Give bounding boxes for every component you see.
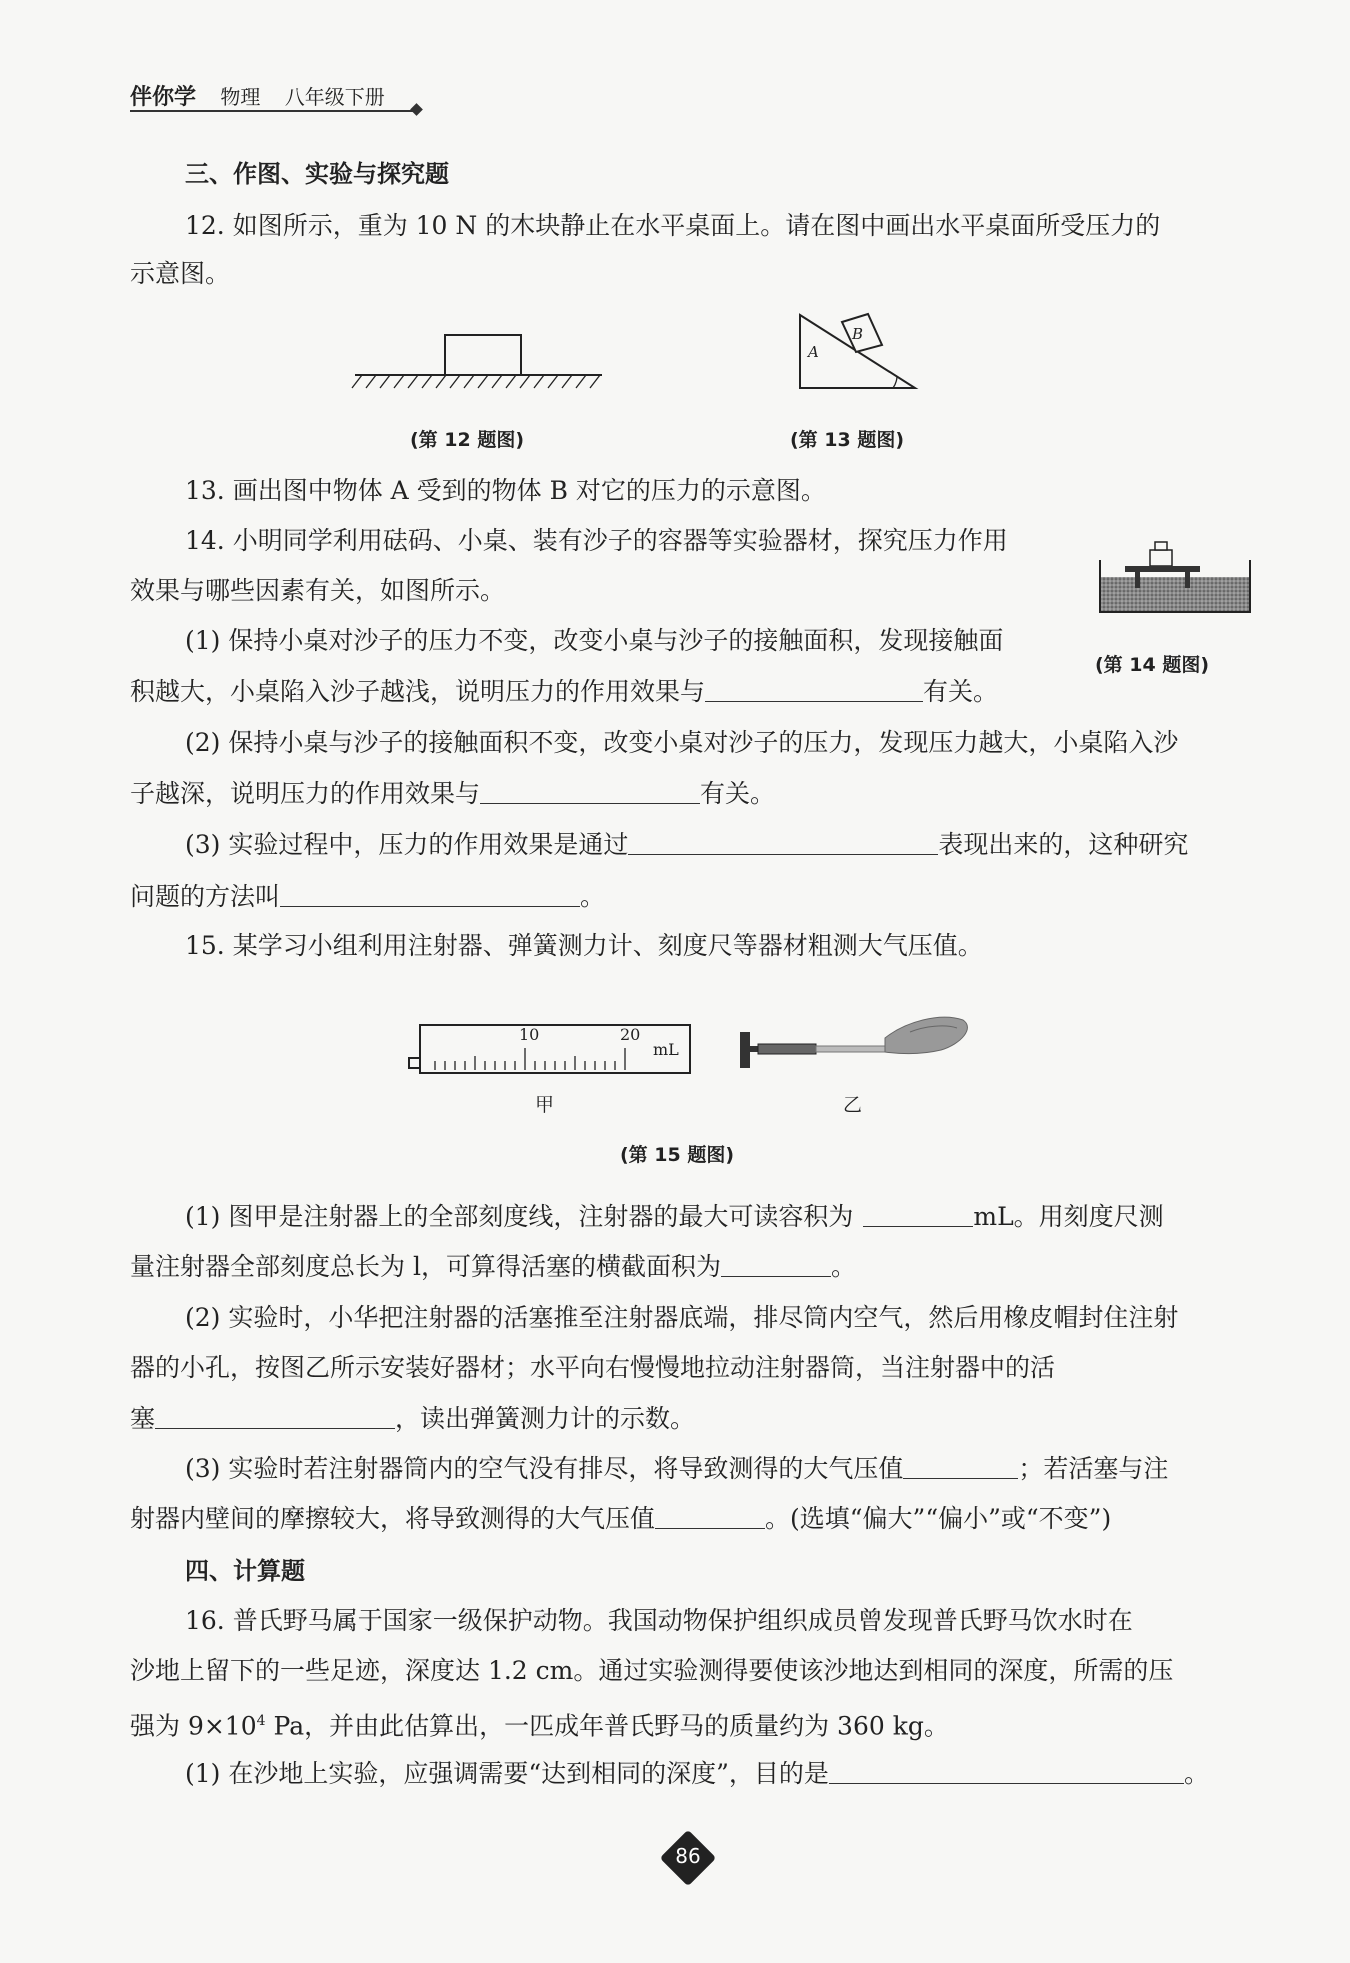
q13-text: 13. 画出图中物体 A 受到的物体 B 对它的压力的示意图。 xyxy=(185,476,826,505)
q14-answer-2-blank[interactable] xyxy=(480,777,700,804)
q15-p3-line-2 xyxy=(130,1502,1111,1535)
q14-p2-line-2-suffix: 有关。 xyxy=(700,779,776,808)
header-rule xyxy=(130,110,415,112)
page-number: 86 xyxy=(675,1844,701,1868)
q14-p3-line-2-prefix: 问题的方法叫 xyxy=(130,882,281,911)
q14-answer-3-blank[interactable] xyxy=(628,828,938,855)
q16-p1-suffix: 。 xyxy=(1183,1759,1209,1788)
q15-p1-line-1-prefix: (1) 图甲是注射器上的全部刻度线，注射器的最大可读容积为 xyxy=(185,1202,854,1231)
q14-p3-line-2-suffix: 。 xyxy=(580,882,606,911)
figure-15-caption: (第 15 题图) xyxy=(620,1144,735,1166)
q14-answer-4-blank[interactable] xyxy=(280,880,580,907)
q15-answer-1-blank[interactable] xyxy=(863,1200,973,1227)
page-number-badge xyxy=(660,1830,716,1886)
q14-p2-line-2-prefix: 子越深，说明压力的作用效果与 xyxy=(130,779,481,808)
q14-p1-line-2 xyxy=(130,675,998,708)
q12-line-1: 12. 如图所示，重为 10 N 的木块静止在水平桌面上。请在图中画出水平桌面所受压力的 xyxy=(185,211,1161,240)
figure-15b-apparatus xyxy=(735,1010,975,1075)
q15-p3-line-1 xyxy=(185,1452,1168,1485)
q16-p1-prefix: (1) 在沙地上实验，应强调需要“达到相同的深度”，目的是 xyxy=(185,1759,829,1788)
section-heading-4: 四、计算题 xyxy=(185,1557,305,1585)
q14-p2-line-1: (2) 保持小桌与沙子的接触面积不变，改变小桌对沙子的压力，发现压力越大，小桌陷入沙 xyxy=(185,728,1179,757)
q15-p1-line-2-prefix: 量注射器全部刻度总长为 l，可算得活塞的横截面积为 xyxy=(130,1252,721,1281)
q14-p2-line-2 xyxy=(130,777,775,810)
q15-p1-line-2 xyxy=(130,1250,856,1283)
q14-p1-line-1: (1) 保持小桌对沙子的压力不变，改变小桌与沙子的接触面积，发现接触面 xyxy=(185,626,1004,655)
subject-label: 物理 xyxy=(220,85,261,109)
figure-13-label-a: A xyxy=(808,343,819,361)
q14-answer-1-blank[interactable] xyxy=(705,675,923,702)
q14-line-2: 效果与哪些因素有关，如图所示。 xyxy=(130,576,506,605)
q15-answer-4-blank[interactable] xyxy=(903,1452,1018,1479)
q14-p1-line-2-suffix: 有关。 xyxy=(923,677,999,706)
q12-line-2: 示意图。 xyxy=(130,259,231,288)
q15-p1-line-1-suffix: mL。用刻度尺测 xyxy=(973,1202,1164,1231)
q15-p2-line-3-suffix: ，读出弹簧测力计的示数。 xyxy=(395,1404,696,1433)
q15-answer-2-blank[interactable] xyxy=(721,1250,831,1277)
figure-15a-syringe-scale xyxy=(405,1020,695,1080)
q16-answer-1-blank[interactable] xyxy=(829,1757,1184,1784)
q15-p2-line-3-prefix: 塞 xyxy=(130,1404,156,1433)
q15-p1-line-1 xyxy=(185,1200,1164,1233)
q15-p1-line-2-suffix: 。 xyxy=(830,1252,856,1281)
q15-p3-line-2-prefix: 射器内壁间的摩擦较大，将导致测得的大气压值 xyxy=(130,1504,656,1533)
q15-p2-line-1: (2) 实验时，小华把注射器的活塞推至注射器底端，排尽筒内空气，然后用橡皮帽封住注射 xyxy=(185,1303,1179,1332)
q16-line-1: 16. 普氏野马属于国家一级保护动物。我国动物保护组织成员曾发现普氏野马饮水时在 xyxy=(185,1606,1133,1635)
q16-line-2: 沙地上留下的一些足迹，深度达 1.2 cm。通过实验测得要使该沙地达到相同的深度，所需的压 xyxy=(130,1656,1174,1685)
figure-14-table-on-sand xyxy=(1095,530,1255,615)
q14-p3-line-2 xyxy=(130,880,605,913)
q15-answer-3-blank[interactable] xyxy=(155,1402,395,1429)
q15-p2-line-3 xyxy=(130,1402,695,1435)
q14-p3-line-1 xyxy=(185,828,1188,861)
running-header xyxy=(130,80,385,111)
q14-p3-line-1-suffix: 表现出来的，这种研究 xyxy=(938,830,1189,859)
grade-label: 八年级下册 xyxy=(284,85,385,109)
q15-answer-5-blank[interactable] xyxy=(655,1502,765,1529)
section-heading-3: 三、作图、实验与探究题 xyxy=(185,160,449,188)
q16-line-3 xyxy=(130,1705,949,1742)
q14-line-1: 14. 小明同学利用砝码、小桌、装有沙子的容器等实验器材，探究压力作用 xyxy=(185,526,1008,555)
q14-p1-line-2-prefix: 积越大，小桌陷入沙子越浅，说明压力的作用效果与 xyxy=(130,677,706,706)
figure-14-caption: (第 14 题图) xyxy=(1095,654,1210,676)
figure-13-caption: (第 13 题图) xyxy=(790,429,905,451)
q15-p3-line-1-prefix: (3) 实验时若注射器筒内的空气没有排尽，将导致测得的大气压值 xyxy=(185,1454,904,1483)
q14-p3-line-1-prefix: (3) 实验过程中，压力的作用效果是通过 xyxy=(185,830,629,859)
q16-p1-line xyxy=(185,1757,1209,1790)
figure-15b-label: 乙 xyxy=(843,1094,863,1116)
scale-unit-label: mL xyxy=(653,1040,679,1059)
header-diamond-icon xyxy=(410,103,423,116)
figure-12-caption: (第 12 题图) xyxy=(410,429,525,451)
figure-12-block-on-table xyxy=(350,325,610,395)
q15-p2-line-2: 器的小孔，按图乙所示安装好器材；水平向右慢慢地拉动注射器筒，当注射器中的活 xyxy=(130,1353,1056,1382)
scale-label-10: 10 xyxy=(519,1025,540,1044)
figure-13-label-b: B xyxy=(852,325,864,343)
q16-line-3-prefix: 强为 9×10 xyxy=(130,1711,257,1741)
q16-line-3-suffix: Pa，并由此估算出，一匹成年普氏野马的质量约为 360 kg。 xyxy=(265,1711,949,1741)
q15-text: 15. 某学习小组利用注射器、弹簧测力计、刻度尺等器材粗测大气压值。 xyxy=(185,931,983,960)
brand-title: 伴你学 xyxy=(130,85,197,110)
scale-label-20: 20 xyxy=(620,1025,641,1044)
q15-p3-line-2-suffix: 。(选填“偏大”“偏小”或“不变”) xyxy=(765,1504,1112,1533)
q16-exponent: 4 xyxy=(256,1713,266,1729)
q15-p3-line-1-suffix: ；若活塞与注 xyxy=(1018,1454,1169,1483)
figure-15a-label: 甲 xyxy=(535,1094,555,1116)
